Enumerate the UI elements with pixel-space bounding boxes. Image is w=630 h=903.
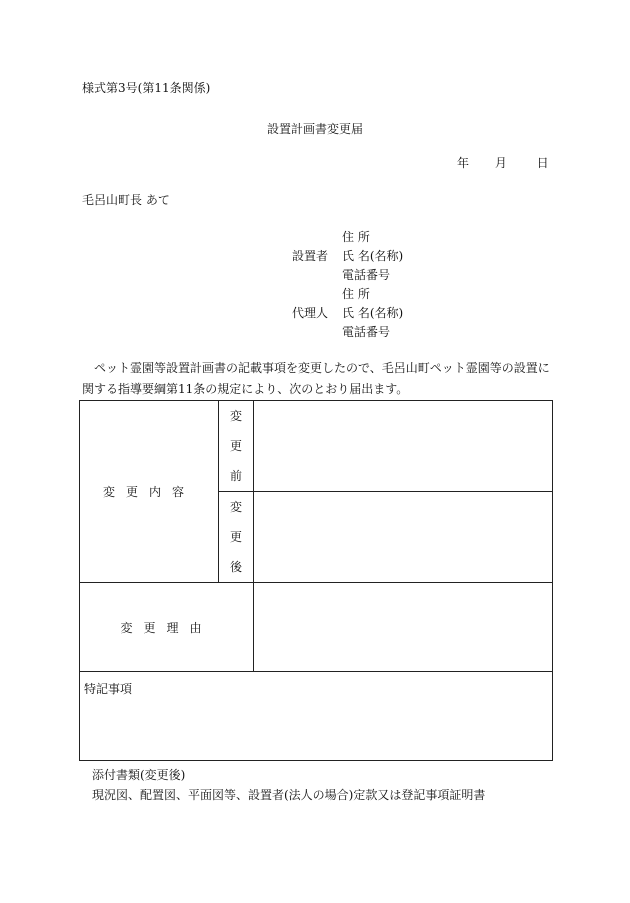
installer-name-label: 氏 名(名称) <box>342 249 404 263</box>
installer-phone-row <box>292 267 390 283</box>
agent-phone-label: 電話番号 <box>342 325 391 339</box>
after-field[interactable] <box>254 492 553 583</box>
change-form-table <box>79 400 553 761</box>
agent-name-label: 氏 名(名称) <box>342 306 404 320</box>
agent-role: 代理人 <box>292 306 329 320</box>
installer-address-label: 住 所 <box>342 230 370 244</box>
form-number: 様式第3号(第11条関係) <box>82 81 211 95</box>
date-month: 月 <box>494 156 507 170</box>
attachments-label: 添付書類(変更後) <box>92 768 186 782</box>
date-year: 年 <box>457 156 470 170</box>
change-reason-field[interactable] <box>254 583 553 672</box>
date-day: 日 <box>536 156 549 170</box>
after-label: 変 更 後 <box>219 492 254 583</box>
agent-address-label: 住 所 <box>342 287 370 301</box>
addressee: 毛呂山町長 あて <box>82 193 170 207</box>
change-contents-label: 変更内容 <box>80 401 219 583</box>
special-notes-label: 特記事項 <box>84 682 133 696</box>
change-reason-label: 変更理由 <box>80 583 254 672</box>
date-line <box>457 155 549 171</box>
installer-name-row <box>292 248 403 264</box>
agent-phone-row <box>292 324 390 340</box>
body-text: ペット霊園等設置計画書の記載事項を変更したので、毛呂山町ペット霊園等の設置に関する指導要綱第11条の規定により、次のとおり届出ます。 <box>82 361 550 396</box>
special-notes-field[interactable] <box>80 672 553 761</box>
before-field[interactable] <box>254 401 553 492</box>
document-title: 設置計画書変更届 <box>266 122 363 136</box>
before-label: 変 更 前 <box>219 401 254 492</box>
agent-name-row <box>292 305 403 321</box>
installer-address-row <box>292 229 370 245</box>
agent-address-row <box>292 286 370 302</box>
attachments-list: 現況図、配置図、平面図等、設置者(法人の場合)定款又は登記事項証明書 <box>92 788 486 802</box>
installer-phone-label: 電話番号 <box>342 268 391 282</box>
installer-role: 設置者 <box>292 249 329 263</box>
